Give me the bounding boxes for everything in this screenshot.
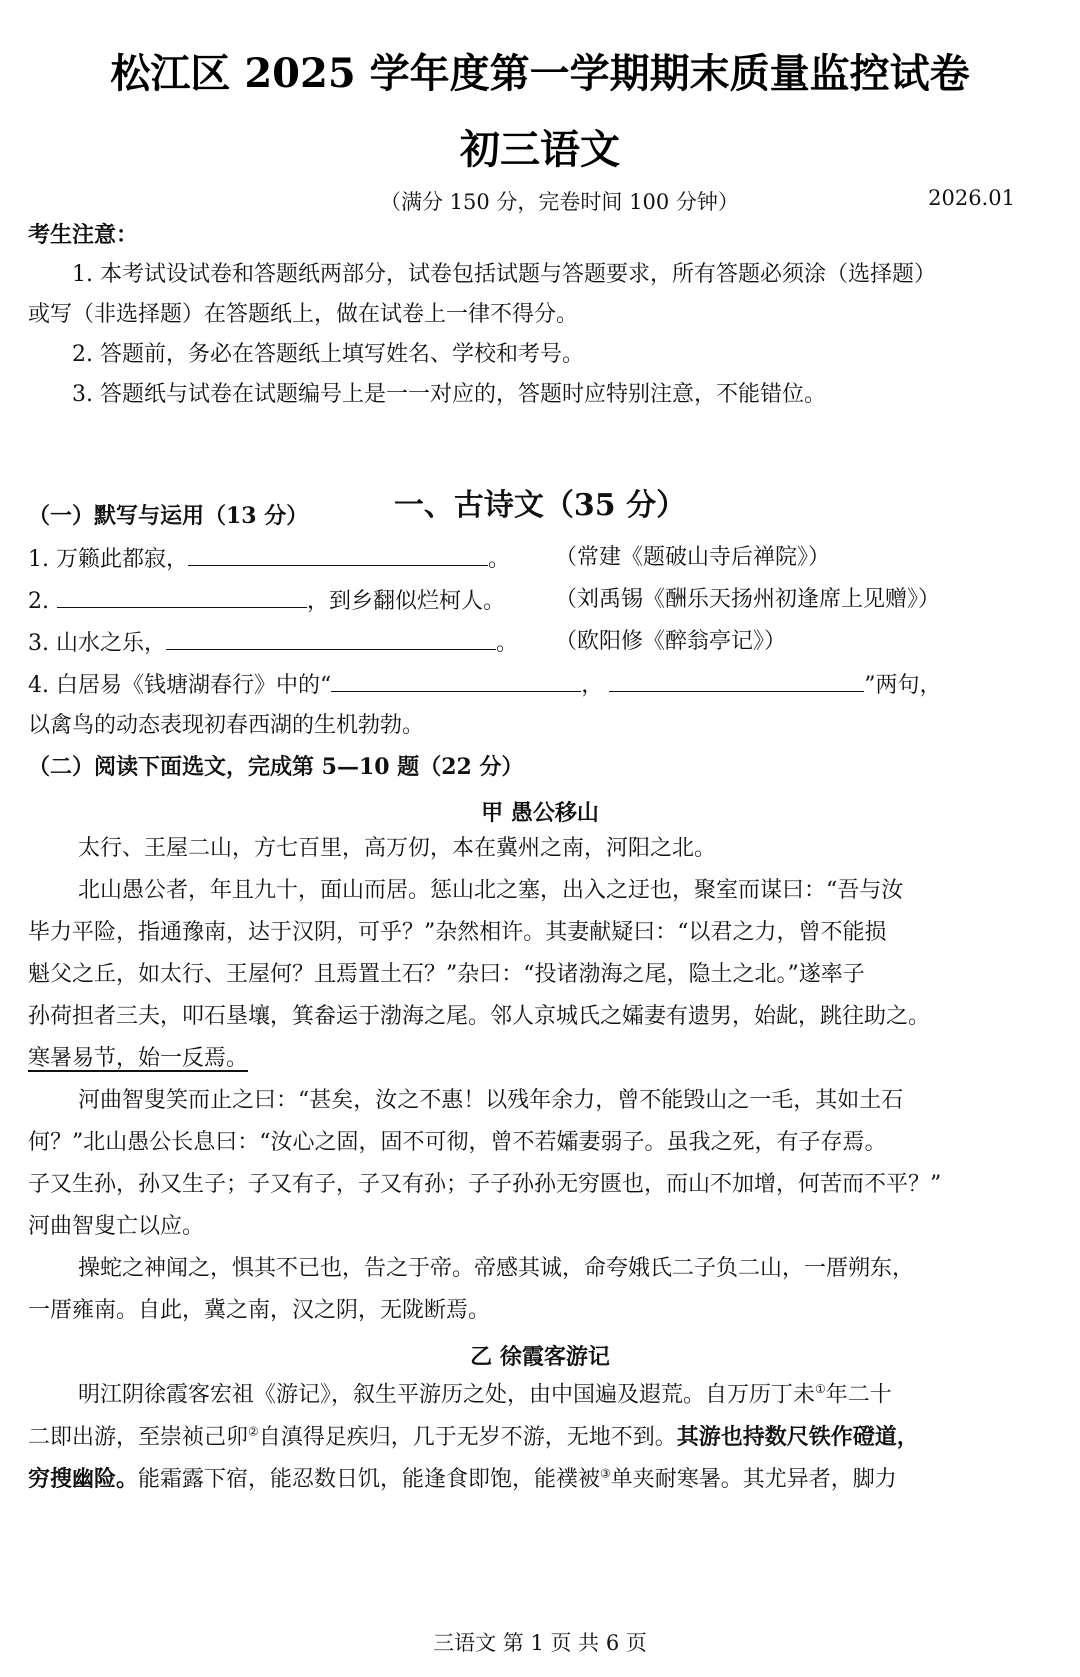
footnote-3-marker: ③: [600, 1466, 611, 1481]
question-2: [28, 587, 505, 615]
exam-meta: （满分 150 分，完卷时间 100 分钟）: [380, 190, 739, 214]
passage-a-underlined-sentence: 寒暑易节，始一反焉。: [28, 1046, 249, 1071]
footnote-1-marker: ①: [815, 1382, 826, 1396]
notice-item-2: 2. 答题前，务必在答题纸上填写姓名、学校和考号。: [72, 342, 584, 367]
part1-title: （一）默写与运用（13 分）: [28, 503, 309, 529]
exam-date: 2026.01: [928, 186, 1015, 210]
passage-a-p1: 太行、王屋二山，方七百里，高万仞，本在冀州之南，河阳之北。: [78, 836, 717, 861]
question-4: [28, 671, 942, 699]
passage-a-p3-l4: 河曲智叟亡以应。: [28, 1214, 205, 1239]
notice-item-3: 3. 答题纸与试卷在试题编号上是一一对应的，答题时应特别注意，不能错位。: [72, 382, 826, 407]
notice-item-1: 1. 本考试设试卷和答题纸两部分，试卷包括试题与答题要求，所有答题必须涂（选择题）: [72, 262, 936, 287]
passage-a-p4-l1: 操蛇之神闻之，惧其不已也，告之于帝。帝感其诚，命夸娥氏二子负二山，一厝朔东，: [78, 1256, 915, 1281]
notice-item-1-cont: 或写（非选择题）在答题纸上，做在试卷上一律不得分。: [28, 302, 579, 327]
passage-b-l1-b: 年二十: [825, 1382, 892, 1408]
passage-a-p2-l4: 孙荷担者三夫，叩石垦壤，箕畚运于渤海之尾。邻人京城氏之孀妻有遗男，始龀，跳往助之。: [28, 1004, 931, 1029]
notice-heading: 考生注意：: [28, 222, 139, 248]
passage-a-p3-l1: 河曲智叟笑而止之曰：“甚矣，汝之不惠！以残年余力，曾不能毁山之一毛，其如土石: [78, 1088, 904, 1113]
q1-answer-blank[interactable]: [188, 545, 488, 566]
passage-a-p2-l2: 毕力平险，指通豫南，达于汉阴，可乎？”杂然相许。其妻献疑曰：“以君之力，曾不能损: [28, 920, 887, 945]
page-footer: 三语文 第 1 页 共 6 页: [433, 1631, 647, 1655]
q1-suffix: 。: [487, 547, 510, 572]
q2-source: （刘禹锡《酬乐天扬州初逢席上见赠》）: [555, 587, 941, 612]
passage-b-l1-a: 明江阴徐霞客宏祖《游记》，叙生平游历之处，由中国遍及遐荒。自万历丁未: [78, 1382, 816, 1408]
passage-b-l3-c: 单夹耐寒暑。其尤异者，脚力: [610, 1467, 897, 1492]
passage-b-title: 乙 徐霞客游记: [470, 1344, 610, 1370]
q4-answer-blank-1[interactable]: [331, 671, 581, 692]
footnote-2-marker: ②: [248, 1424, 259, 1439]
q3-suffix: 。: [495, 631, 518, 656]
q4-mid: ，: [581, 673, 604, 698]
passage-b-l3-b: 能霜露下宿，能忍数日饥，能逢食即饱，能襆被: [138, 1467, 601, 1492]
question-3: [28, 629, 518, 657]
passage-a-p4-l2: 一厝雍南。自此，冀之南，汉之阴，无陇断焉。: [28, 1298, 491, 1323]
q3-prefix: 3. 山水之乐，: [28, 631, 166, 656]
q1-source: （常建《题破山寺后禅院》）: [555, 545, 831, 570]
passage-a-p3-l3: 子又生孙，孙又生子；子又有子，子又有孙；子子孙孙无穷匮也，而山不加增，何苦而不平？”: [28, 1172, 942, 1197]
part2-title: （二）阅读下面选文，完成第 5—10 题（22 分）: [28, 754, 524, 780]
passage-b-l3: [28, 1466, 897, 1493]
q3-source: （欧阳修《醉翁亭记》）: [555, 629, 787, 654]
passage-a-title: 甲 愚公移山: [481, 800, 599, 826]
passage-a-p2-l1: 北山愚公者，年且九十，面山而居。惩山北之塞，出入之迂也，聚室而谋曰：“吾与汝: [78, 878, 904, 903]
q2-suffix: ，到乡翻似烂柯人。: [307, 589, 506, 614]
q3-answer-blank[interactable]: [166, 629, 496, 650]
passage-b-l2-b: 自滇得足疾归，几于无岁不游，无地不到。: [258, 1425, 677, 1450]
question-4-cont: 以禽鸟的动态表现初春西湖的生机勃勃。: [28, 713, 425, 738]
q4-prefix: 4. 白居易《钱塘湖春行》中的“: [28, 673, 332, 698]
passage-b-l2: [28, 1424, 919, 1451]
q2-answer-blank[interactable]: [57, 587, 307, 608]
exam-title: 松江区 2025 学年度第一学期期末质量监控试卷: [110, 50, 970, 97]
question-1: [28, 545, 510, 573]
passage-b-l2-a: 二即出游，至崇祯己卯: [28, 1425, 249, 1450]
q2-prefix: 2.: [28, 589, 49, 614]
section-title: 一、古诗文（35 分）: [393, 488, 687, 523]
passage-b-l1: [78, 1382, 892, 1409]
subject-title: 初三语文: [460, 126, 620, 173]
passage-a-p2-l3: 魁父之丘，如太行、王屋何？且焉置土石？”杂曰：“投诸渤海之尾，隐土之北。”遂率子: [28, 962, 865, 987]
q1-prefix: 1. 万籁此都寂，: [28, 547, 188, 572]
q4-suffix: ”两句，: [864, 673, 942, 698]
passage-b-bold-sentence-2: 穷搜幽险。: [28, 1466, 139, 1492]
passage-b-bold-sentence-1: 其游也持数尺铁作磴道，: [676, 1424, 919, 1450]
passage-a-p3-l2: 何？”北山愚公长息曰：“汝心之固，固不可彻，曾不若孀妻弱子。虽我之死，有子存焉。: [28, 1130, 887, 1155]
q4-answer-blank-2[interactable]: [609, 671, 864, 692]
